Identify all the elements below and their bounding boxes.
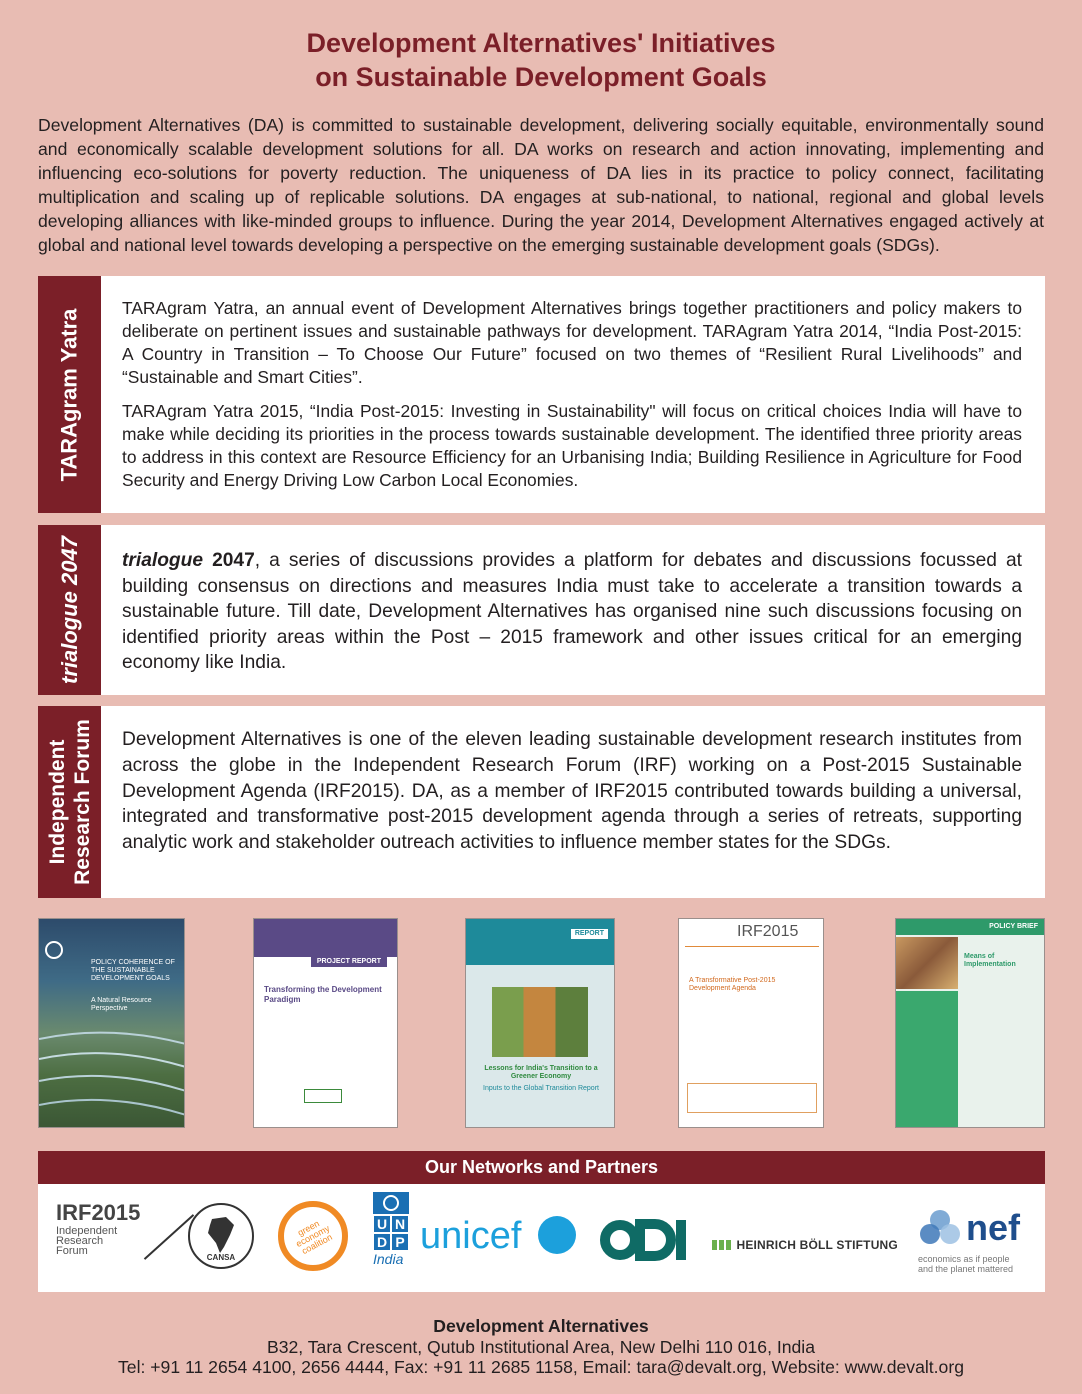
odi-logo bbox=[600, 1218, 690, 1262]
taragram-paragraph-2: TARAgram Yatra 2015, “India Post-2015: Investing in Sustainability" will focus on critical choices India will have to make while deciding its priorities in the process towards sustainable development. The identified three priority areas to address in this context are Resource Efficiency for an Urbanising India; Building Resilience in Agriculture for Food Security and Energy Driving Low Carbon Local Economies. bbox=[122, 401, 1022, 490]
pub4-title: A Transformative Post-2015 Development Agenda bbox=[689, 977, 776, 992]
undp-logo bbox=[373, 1192, 413, 1286]
pub2-header-band bbox=[254, 919, 397, 957]
trialogue-panel bbox=[38, 525, 1045, 695]
cansa-logo bbox=[188, 1203, 254, 1269]
unicef-text: unicef bbox=[420, 1215, 522, 1257]
terrace-fields-image bbox=[39, 1019, 185, 1128]
trialogue-lead-italic: trialogue bbox=[122, 550, 204, 571]
irf-panel bbox=[38, 706, 1045, 898]
footer-org: Development Alternatives bbox=[433, 1316, 649, 1336]
undp-letter-n: N bbox=[391, 1215, 409, 1233]
pub2-green-mark bbox=[304, 1089, 342, 1103]
irf-body: Development Alternatives is one of the eleven leading sustainable development research institutes from across the globe in the Independent Research Forum (IRF) working on a Post-2015 Sustainable Development Agenda (IRF2015). DA, as a member of IRF2015 contributed towards building a universal, integrated and transformative post-2015 development agenda through a series of retreats, supporting analytic work and stakeholder outreach activities to influence member states for the SDGs. bbox=[122, 729, 1022, 854]
nef-logo bbox=[918, 1208, 1038, 1278]
pub2-tag: PROJECT REPORT bbox=[311, 957, 387, 967]
pub5-title: Means of Implementation bbox=[964, 953, 1016, 968]
title-line-1: Development Alternatives' Initiatives bbox=[306, 28, 776, 58]
irf-sub-1: Independent bbox=[56, 1225, 118, 1237]
publication-cover-3 bbox=[465, 918, 615, 1128]
irf-tab bbox=[38, 706, 101, 898]
undp-emblem bbox=[373, 1192, 409, 1214]
networks-heading: Our Networks and Partners bbox=[38, 1151, 1045, 1184]
heinrich-boll-logo bbox=[712, 1236, 902, 1252]
pub4-box bbox=[687, 1083, 817, 1113]
irf-tab-line-1: Independent bbox=[45, 739, 69, 865]
taragram-tab-label: TARAgram Yatra bbox=[56, 308, 82, 481]
trialogue-tab bbox=[38, 525, 101, 695]
pub2-title: Transforming the Development Paradigm bbox=[264, 985, 382, 1004]
odi-mark-icon bbox=[600, 1218, 690, 1262]
pub5-tag: POLICY BRIEF bbox=[989, 923, 1038, 930]
pub4-logo: IRF2015 bbox=[737, 923, 799, 940]
nef-text: nef bbox=[966, 1207, 1020, 1248]
unicef-logo bbox=[420, 1216, 580, 1260]
cansa-text: CANSA bbox=[206, 1253, 236, 1262]
irf2015-logo-text: IRF2015 bbox=[56, 1200, 141, 1225]
publication-cover-2 bbox=[253, 918, 398, 1128]
pub5-side-column bbox=[896, 991, 958, 1128]
pub3-header-band bbox=[466, 919, 614, 965]
undp-letter-d: D bbox=[373, 1233, 391, 1251]
pub1-title: POLICY COHERENCE OF THE SUSTAINABLE DEVELOPMENT GOALS bbox=[91, 959, 175, 982]
footer-contact: Tel: +91 11 2654 4100, 2656 4444, Fax: +91 11 2685 1158, Email: tara@devalt.org, Website: www.devalt.org bbox=[118, 1357, 964, 1377]
pub5-photo bbox=[896, 937, 958, 989]
trialogue-text: , a series of discussions provides a platform for debates and discussions focussed at building consensus on directions and measures India must take to accelerate a transition towards a sustainable future. Till date, Development Alternatives has organised nine such discussions focusing on identified priority areas within the Post – 2015 framework and other issues critical for an emerging economy like India. bbox=[122, 550, 1023, 673]
hbs-text: HEINRICH BÖLL STIFTUNG bbox=[736, 1237, 898, 1252]
nef-sub-1: economics as if people bbox=[918, 1254, 1010, 1264]
pub3-title: Lessons for India's Transition to a Greener Economy bbox=[484, 1065, 598, 1080]
un-globe-icon bbox=[383, 1195, 399, 1211]
trialogue-body bbox=[122, 548, 1022, 676]
publication-cover-5 bbox=[895, 918, 1045, 1128]
gec-text: green economy coalition bbox=[294, 1218, 334, 1257]
taragram-panel bbox=[38, 276, 1045, 513]
taragram-paragraph-1: TARAgram Yatra, an annual event of Development Alternatives brings together practitioners and policy makers to deliberate on pertinent issues and sustainable pathways for development. TARAgram Yatra 2014, “India Post-2015: A Country in Transition – To Choose Our Future” focused on two themes of “Resilient Rural Livelihoods” and “Sustainable and Smart Cities”. bbox=[122, 298, 1022, 387]
pub3-subtitle: Inputs to the Global Transition Report bbox=[483, 1085, 599, 1092]
taragram-body bbox=[122, 297, 1022, 503]
unicef-emblem-icon bbox=[538, 1216, 576, 1254]
trialogue-tab-label: trialogue 2047 bbox=[56, 536, 82, 684]
irf-tab-label bbox=[45, 719, 95, 885]
hbs-mark-icon bbox=[712, 1240, 732, 1250]
undp-letters bbox=[373, 1215, 409, 1251]
green-economy-coalition-logo bbox=[278, 1201, 348, 1271]
un-emblem-icon bbox=[45, 941, 63, 959]
irf-sub-2: Research bbox=[56, 1235, 104, 1247]
irf-sub-3: Forum bbox=[56, 1245, 88, 1257]
undp-country: India bbox=[373, 1251, 404, 1267]
taragram-tab bbox=[38, 276, 101, 513]
publication-cover-1 bbox=[38, 918, 185, 1128]
title-line-2: on Sustainable Development Goals bbox=[315, 62, 767, 92]
undp-letter-p: P bbox=[391, 1233, 409, 1251]
undp-letter-u: U bbox=[373, 1215, 391, 1233]
nef-circles-icon bbox=[920, 1210, 960, 1250]
irf2015-logo bbox=[56, 1200, 180, 1274]
footer-address: B32, Tara Crescent, Qutub Institutional Area, New Delhi 110 016, India bbox=[266, 1337, 815, 1357]
publication-cover-4 bbox=[678, 918, 824, 1128]
irf-tab-line-2: Research Forum bbox=[70, 719, 94, 885]
partner-logos bbox=[38, 1184, 1045, 1292]
nef-sub-2: and the planet mattered bbox=[918, 1264, 1014, 1274]
pub1-subtitle: A Natural Resource Perspective bbox=[91, 997, 152, 1012]
pub3-tag: REPORT bbox=[571, 929, 608, 939]
pub3-photo-grid bbox=[492, 987, 588, 1057]
trialogue-lead-bold: 2047 bbox=[203, 550, 255, 571]
intro-paragraph: Development Alternatives (DA) is committed to sustainable development, delivering socially equitable, environmentally sound and economically scalable development solutions for all. DA works on research and action innovating, implementing and influencing eco-solutions for poverty reduction. The uniqueness of DA lies in its practice to policy connect, facilitating multiplication and scaling up of replicable solutions. DA engages at sub-national, to national, regional and global levels developing alliances with like-minded groups to influence. During the year 2014, Development Alternatives engaged actively at global and national level towards developing a perspective on the emerging sustainable development goals (SDGs). bbox=[38, 115, 1044, 255]
pub4-divider bbox=[685, 946, 819, 947]
page-title bbox=[0, 26, 1082, 94]
